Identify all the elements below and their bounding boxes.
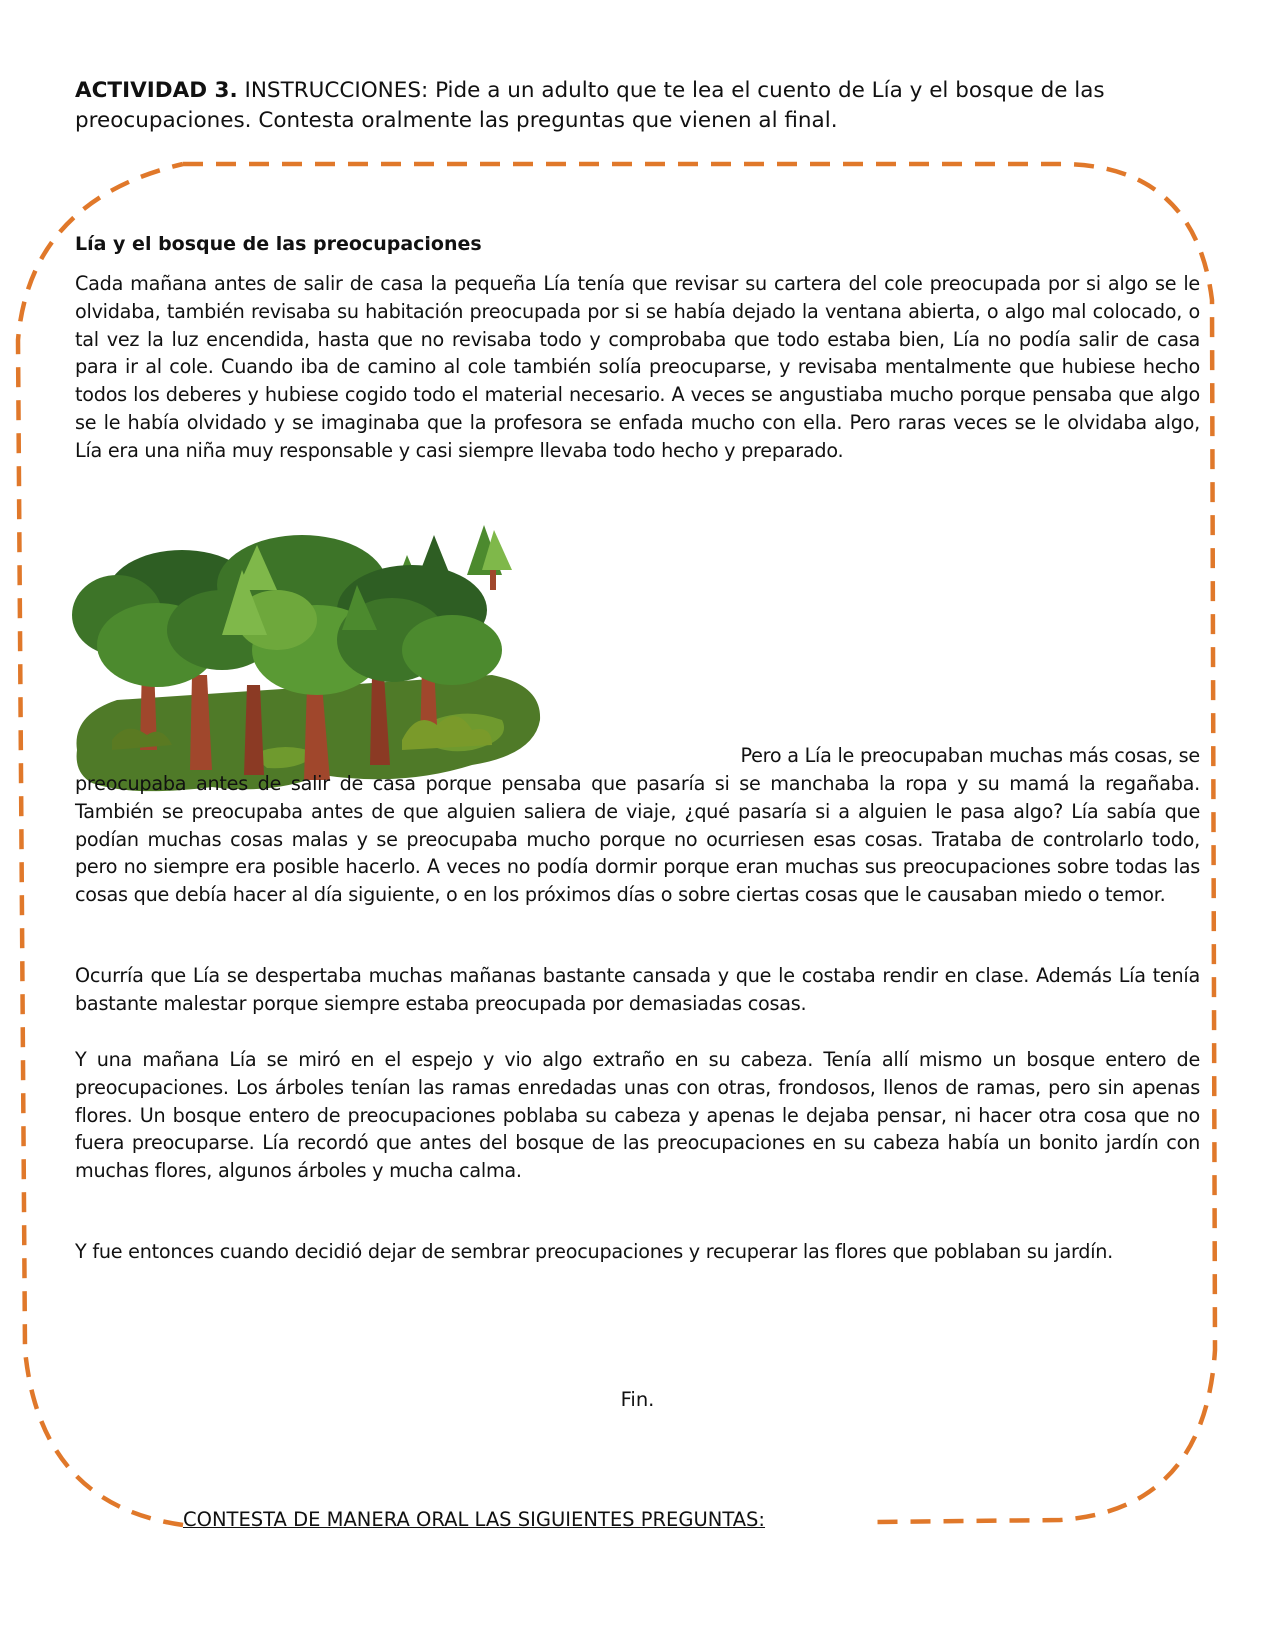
instructions-text: INSTRUCCIONES: Pide a un adulto que te lea el cuento de Lía y el bosque de las preocupaciones. Contesta oralmente las preguntas que vienen al final.: [75, 78, 1105, 133]
story-paragraph-2: preocupaba antes de salir de casa porque pensaba que pasaría si se manchaba la ropa y su mamá la regañaba. También se preocupaba antes de que alguien saliera de viaje, ¿qué pasaría si a alguien le pasa algo? Lía sabía que podían muchas cosas malas y se preocupaba mucho porque no ocurriesen esas cosas. Trataba de controlarlo todo, pero no siempre era posible hacerlo. A veces no podía dormir porque eran muchas sus preocupaciones sobre todas las cosas que debía hacer al día siguiente, o en los próximos días o sobre ciertas cosas que le causaban miedo o temor.: [75, 772, 1200, 907]
story-paragraph-4: Y una mañana Lía se miró en el espejo y vio algo extraño en su cabeza. Tenía allí mismo un bosque entero de preocupaciones. Los árboles tenían las ramas enredadas unas con otras, frondosos, llenos de ramas, pero sin apenas flores. Un bosque entero de preocupaciones poblaba su cabeza y apenas le dejaba pensar, ni hacer otra cosa que no fuera preocuparse. Lía recordó que antes del bosque de las preocupaciones en su cabeza había un bonito jardín con muchas flores, algunos árboles y mucha calma.: [75, 1048, 1200, 1183]
story-paragraph-3: Ocurría que Lía se despertaba muchas mañanas bastante cansada y que le costaba rendir en clase. Además Lía tenía bastante malestar porque siempre estaba preocupada por demasiadas cosas.: [75, 964, 1200, 1015]
activity-label: ACTIVIDAD 3.: [75, 78, 238, 103]
story-paragraph-2-first-line: Pero a Lía le preocupaban muchas más cosas, se: [740, 744, 1200, 767]
story-paragraph-5: Y fue entonces cuando decidió dejar de sembrar preocupaciones y recuperar las flores que poblaban su jardín.: [75, 1240, 1114, 1263]
story-paragraph-1: Cada mañana antes de salir de casa la pequeña Lía tenía que revisar su cartera del cole preocupada por si algo se le olvidaba, también revisaba su habitación preocupada por si se había dejado la ventana abierta, o algo mal colocado, o tal vez la luz encendida, hasta que no revisaba todo y comprobaba que todo estaba bien, Lía no podía salir de casa para ir al cole. Cuando iba de camino al cole también solía preocuparse, y revisaba mentalmente que hubiese hecho todos los deberes y hubiese cogido todo el material necesario. A veces se angustiaba mucho porque pensaba que algo se le había olvidado y se imaginaba que la profesora se enfada mucho con ella. Pero raras veces se le olvidaba algo, Lía era una niña muy responsable y casi siempre llevaba todo hecho y preparado.: [75, 272, 1200, 462]
story-title: Lía y el bosque de las preocupaciones: [75, 233, 482, 255]
story-end: Fin.: [620, 1388, 655, 1411]
questions-heading: CONTESTA DE MANERA ORAL LAS SIGUIENTES PREGUNTAS:: [183, 1508, 766, 1531]
